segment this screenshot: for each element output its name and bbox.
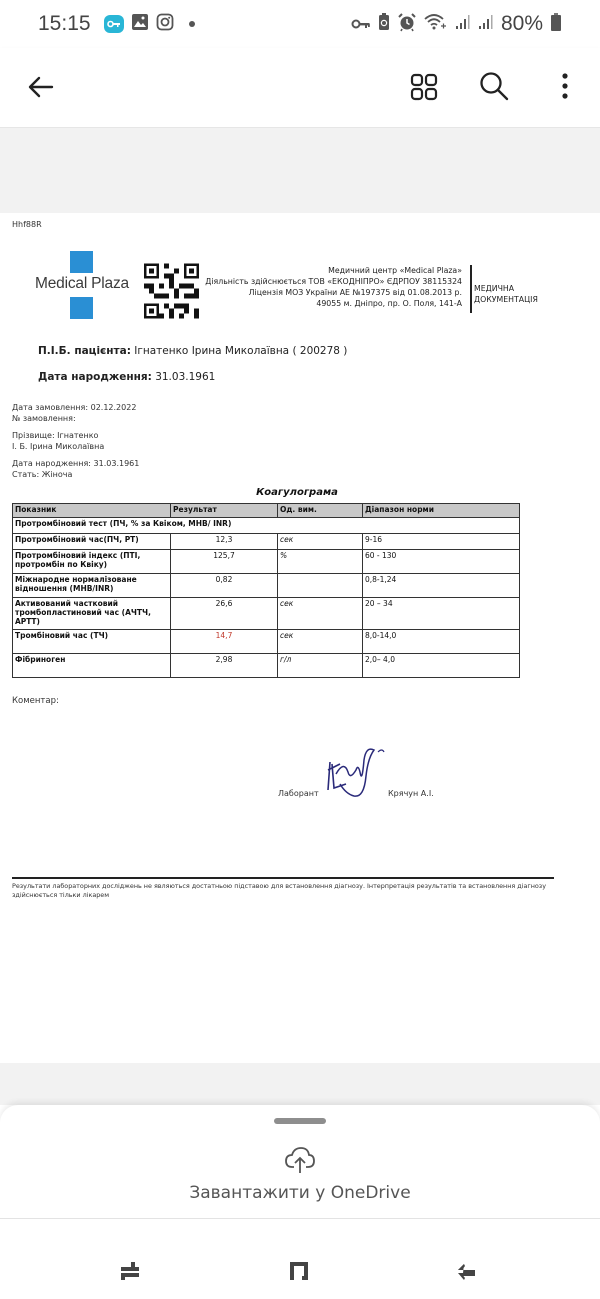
logo-square-bottom: [70, 297, 93, 319]
search-icon[interactable]: [478, 70, 510, 102]
gallery-icon: [131, 13, 149, 35]
row-range: 20 – 34: [363, 598, 520, 630]
order-date: Дата замовлення: 02.12.2022: [12, 403, 137, 412]
recent-apps-icon[interactable]: [116, 1257, 144, 1285]
sex: Стать: Жіноча: [12, 470, 73, 479]
row-result: 12,3: [171, 534, 278, 550]
row-unit: сек: [278, 534, 363, 550]
grid-view-icon[interactable]: [409, 72, 439, 102]
clinic-info: [200, 265, 462, 309]
qr-code-icon: [144, 263, 199, 319]
patient-dob-sex-block: [12, 458, 139, 480]
row-result: 2,98: [171, 654, 278, 678]
medical-plaza-logo: [32, 251, 132, 321]
patient-dob-label: Дата народження:: [38, 371, 152, 383]
lab-technician-label: Лаборант: [278, 789, 319, 798]
cloud-upload-icon: [284, 1145, 316, 1175]
vpn-key-icon: [104, 15, 124, 33]
column-header: Діапазон норми: [363, 504, 520, 518]
arrow-left-icon[interactable]: [26, 72, 56, 102]
vpn-key-icon: [351, 15, 371, 34]
logo-text: Medical Plaza: [35, 275, 129, 292]
signature-image: [318, 740, 390, 802]
lab-technician-name: Крячун А.І.: [388, 789, 434, 798]
clinic-info-line: 49055 м. Дніпро, пр. О. Поля, 141-А: [316, 299, 462, 308]
status-time: 15:15: [38, 12, 91, 35]
alarm-icon: [397, 12, 417, 36]
drag-handle[interactable]: [274, 1118, 326, 1124]
patient-surname-block: [12, 430, 104, 452]
row-result: 26,6: [171, 598, 278, 630]
row-range: 0,8-1,24: [363, 574, 520, 598]
battery-percent: 80%: [500, 12, 543, 35]
table-row: [13, 598, 520, 630]
group-label: Протромбіновий тест (ПЧ, % за Квіком, МНВ/ INR): [13, 518, 520, 534]
wifi-icon: [424, 13, 448, 35]
row-range: 9-16: [363, 534, 520, 550]
surname: Прізвище: Ігнатенко: [12, 431, 99, 440]
table-row: [13, 550, 520, 574]
document-page: [0, 213, 600, 1063]
column-header: Показник: [13, 504, 171, 518]
clinic-info-line: Діяльність здійснюється ТОВ «ЕКОДНІПРО» ЄДРПОУ 38115324: [205, 277, 462, 286]
signal-2-icon: [478, 14, 494, 34]
row-name: Фібриноген: [13, 654, 171, 678]
initials: І. Б. Ірина Миколаївна: [12, 442, 105, 451]
battery-icon: [550, 12, 562, 36]
document-code: Hhf88R: [12, 220, 42, 229]
row-name: Протромбіновий час(ПЧ, РТ): [13, 534, 171, 550]
table-title: Коагулограма: [256, 487, 338, 498]
table-row: [13, 654, 520, 678]
document-type-line: ДОКУМЕНТАЦІЯ: [474, 295, 538, 304]
table-row: [13, 574, 520, 598]
row-unit: [278, 574, 363, 598]
table-row: [13, 630, 520, 654]
notification-dot-icon: [189, 21, 195, 27]
upload-onedrive-label: Завантажити у OneDrive: [189, 1183, 411, 1203]
order-number: № замовлення:: [12, 414, 76, 423]
dob: Дата народження: 31.03.1961: [12, 459, 140, 468]
app-bar: [0, 48, 600, 128]
row-name: Активований частковий тромбопластиновий час (АЧТЧ, АРТТ): [13, 598, 171, 630]
row-range: 60 - 130: [363, 550, 520, 574]
column-header: Результат: [171, 504, 278, 518]
disclaimer: Результати лабораторних досліджень не являються достатньою підставою для встановлення діагнозу. Інтерпретація результатів та встановлення діагнозу здійснюється тільки лікарем: [12, 882, 546, 899]
row-range: 2,0– 4,0: [363, 654, 520, 678]
row-name: Протромбіновий індекс (ПТІ, протромбін по Квіку): [13, 550, 171, 574]
table-group-row: [13, 518, 520, 534]
battery-saver-icon: [378, 13, 390, 35]
row-unit: г/л: [278, 654, 363, 678]
row-result-flagged: 14,7: [171, 630, 278, 654]
row-unit: сек: [278, 598, 363, 630]
row-unit: %: [278, 550, 363, 574]
more-vertical-icon[interactable]: [555, 70, 575, 102]
header-divider: [470, 265, 472, 313]
row-range: 8,0-14,0: [363, 630, 520, 654]
document-type: [474, 283, 538, 305]
coagulogram-table: [12, 503, 520, 678]
row-result: 0,82: [171, 574, 278, 598]
patient-dob-value: 31.03.1961: [155, 371, 216, 383]
patient-name-value: Ігнатенко Ірина Миколаївна ( 200278 ): [134, 345, 348, 357]
footer-divider: [12, 877, 554, 879]
document-type-line: МЕДИЧНА: [474, 284, 515, 293]
bottom-sheet: [0, 1105, 600, 1299]
patient-name: [38, 345, 347, 357]
instagram-icon: [156, 13, 174, 35]
upload-onedrive-button[interactable]: [0, 1145, 600, 1217]
comment-label: Коментар:: [12, 696, 59, 706]
patient-dob: [38, 371, 215, 383]
table-header-row: [13, 504, 520, 518]
row-unit: сек: [278, 630, 363, 654]
system-nav-bar: [0, 1219, 600, 1299]
table-row: [13, 534, 520, 550]
row-name: Тромбіновий час (ТЧ): [13, 630, 171, 654]
back-icon[interactable]: [452, 1257, 480, 1285]
row-result: 125,7: [171, 550, 278, 574]
clinic-info-line: Медичний центр «Medical Plaza»: [328, 266, 462, 275]
order-info: [12, 402, 136, 424]
signal-1-icon: [455, 14, 471, 34]
home-icon[interactable]: [285, 1257, 313, 1285]
row-name: Міжнародне нормалізоване відношення (МНВ/INR): [13, 574, 171, 598]
logo-square-top: [70, 251, 93, 273]
clinic-info-line: Ліцензія МОЗ України АЕ №197375 від 01.08.2013 р.: [248, 288, 462, 297]
status-bar: [0, 0, 600, 48]
patient-name-label: П.І.Б. пацієнта:: [38, 345, 131, 357]
column-header: Од. вим.: [278, 504, 363, 518]
